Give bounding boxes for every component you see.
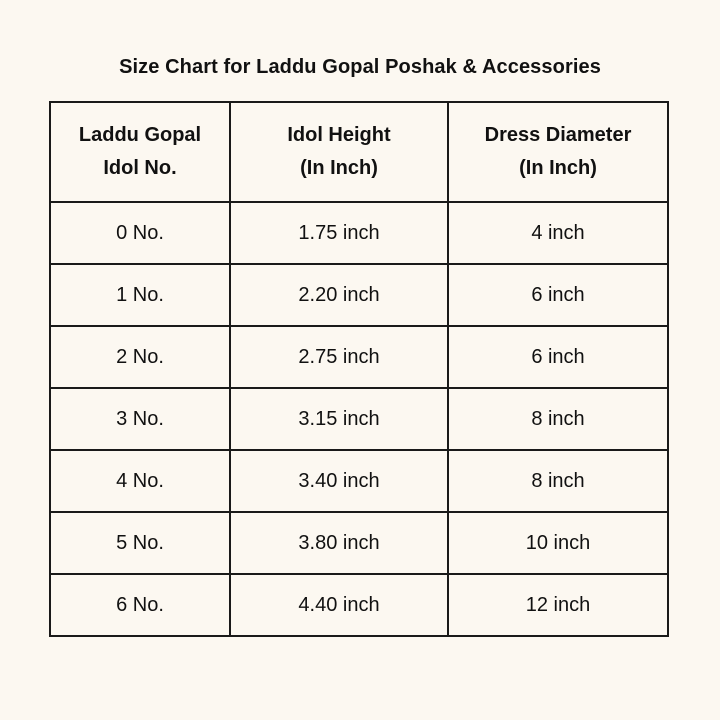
table-row: [50, 326, 668, 388]
cell-dress-diameter: 10 inch: [448, 512, 668, 574]
cell-dress-diameter: 6 inch: [448, 326, 668, 388]
cell-idol-no: 6 No.: [50, 574, 230, 636]
table-row: [50, 574, 668, 636]
table-row: [50, 388, 668, 450]
cell-dress-diameter: 4 inch: [448, 202, 668, 264]
cell-idol-no: 1 No.: [50, 264, 230, 326]
table-row: [50, 264, 668, 326]
cell-idol-height: 2.20 inch: [230, 264, 448, 326]
cell-dress-diameter: 8 inch: [448, 450, 668, 512]
header-idol-no: [50, 102, 230, 202]
header-idol-height: [230, 102, 448, 202]
cell-idol-no: 4 No.: [50, 450, 230, 512]
table-header-row: [50, 102, 668, 202]
header-label: (In Inch): [300, 157, 378, 179]
cell-dress-diameter: 12 inch: [448, 574, 668, 636]
page-title: Size Chart for Laddu Gopal Poshak & Accessories: [119, 56, 601, 78]
table-row: [50, 202, 668, 264]
header-label: Dress Diameter: [484, 124, 632, 146]
cell-idol-height: 3.15 inch: [230, 388, 448, 450]
cell-idol-no: 2 No.: [50, 326, 230, 388]
size-chart-table: [49, 101, 669, 637]
cell-idol-height: 3.40 inch: [230, 450, 448, 512]
cell-idol-height: 3.80 inch: [230, 512, 448, 574]
table-row: [50, 512, 668, 574]
cell-idol-no: 5 No.: [50, 512, 230, 574]
cell-idol-height: 4.40 inch: [230, 574, 448, 636]
header-dress-diameter: [448, 102, 668, 202]
header-label: Idol No.: [103, 157, 177, 179]
header-label: Laddu Gopal: [78, 124, 202, 146]
cell-dress-diameter: 6 inch: [448, 264, 668, 326]
cell-idol-height: 2.75 inch: [230, 326, 448, 388]
cell-idol-no: 3 No.: [50, 388, 230, 450]
cell-idol-no: 0 No.: [50, 202, 230, 264]
header-label: Idol Height: [287, 124, 391, 146]
cell-dress-diameter: 8 inch: [448, 388, 668, 450]
table-row: [50, 450, 668, 512]
header-label: (In Inch): [519, 157, 597, 179]
cell-idol-height: 1.75 inch: [230, 202, 448, 264]
